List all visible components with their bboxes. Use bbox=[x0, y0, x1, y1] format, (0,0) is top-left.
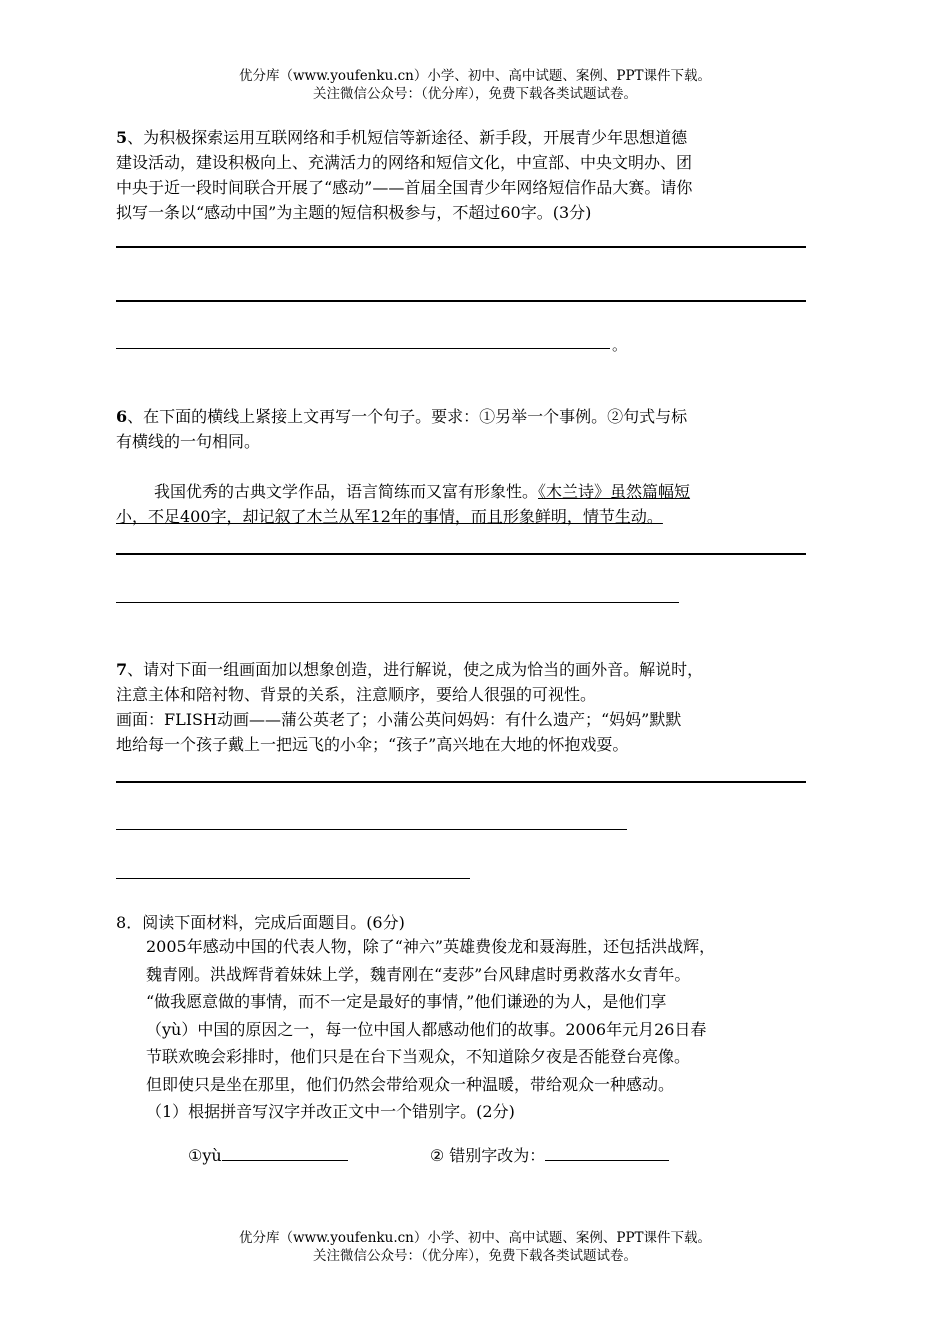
question-5 bbox=[116, 125, 816, 225]
q5-end-mark: 。 bbox=[612, 336, 628, 354]
q5-line-1: 5、为积极探索运用互联网络和手机短信等新途径、新手段，开展青少年思想道德 bbox=[116, 128, 688, 147]
q5-answer-line-2[interactable] bbox=[116, 300, 806, 302]
q8-answer-1-blank[interactable] bbox=[222, 1142, 348, 1161]
q5-answer-line-3[interactable] bbox=[116, 348, 610, 349]
q5-answer-line-1[interactable] bbox=[116, 246, 806, 248]
q8-sub-question-1: （1）根据拼音写汉字并改正文中一个错别字。(2分) bbox=[146, 1102, 515, 1121]
q5-line-3: 中央于近一段时间联合开展了“感动”——首届全国青少年网络短信作品大赛。请你 bbox=[116, 178, 693, 197]
q6-passage-line-2 bbox=[116, 504, 816, 529]
q8-answer-2-label: ② 错别字改为： bbox=[429, 1146, 546, 1165]
q6-underlined-sentence-a: 《木兰诗》虽然篇幅短 bbox=[538, 482, 691, 501]
q7-line-3: 画面：FLISH动画——蒲公英老了；小蒲公英问妈妈：有什么遗产；“妈妈”默默 bbox=[116, 710, 682, 729]
q6-answer-line-2[interactable] bbox=[116, 602, 679, 603]
question-7 bbox=[116, 657, 816, 757]
q7-answer-line-1[interactable] bbox=[116, 781, 806, 783]
q7-line-4: 地给每一个孩子戴上一把远飞的小伞；“孩子”高兴地在大地的怀抱戏耍。 bbox=[116, 735, 629, 754]
q6-passage bbox=[116, 479, 816, 529]
q6-underlined-sentence-b: 小，不足400字，却记叙了木兰从军12年的事情，而且形象鲜明，情节生动。 bbox=[116, 507, 663, 526]
q8-answers bbox=[188, 1142, 878, 1170]
q8-number: 8 bbox=[116, 913, 127, 932]
q8-line-5: 节联欢晚会彩排时，他们只是在台下当观众，不知道除夕夜是否能登台亮像。 bbox=[146, 1047, 691, 1066]
q7-line-1: 7、请对下面一组画面加以想象创造，进行解说，使之成为恰当的画外音。解说时， bbox=[116, 660, 704, 679]
q7-number: 7 bbox=[116, 660, 128, 679]
q8-passage bbox=[146, 933, 836, 1126]
q6-answer-line-1[interactable] bbox=[116, 553, 806, 555]
header-line-1: 优分库（www.youfenku.cn）小学、初中、高中试题、案例、PPT课件下载。 bbox=[238, 68, 712, 84]
q5-number: 5 bbox=[116, 128, 128, 147]
q7-answer-line-3[interactable] bbox=[116, 878, 470, 879]
q6-line-2: 有横线的一句相同。 bbox=[116, 432, 261, 451]
q6-passage-line-1: 我国优秀的古典文学作品，语言简练而又富有形象性。《木兰诗》虽然篇幅短 bbox=[154, 482, 691, 501]
q8-answer-2-blank[interactable] bbox=[545, 1142, 669, 1161]
q6-line-1: 6、在下面的横线上紧接上文再写一个句子。要求：①另举一个事例。②句式与标 bbox=[116, 407, 688, 426]
q8-answer-1-label: ①yù bbox=[188, 1146, 222, 1165]
q7-answer-line-2[interactable] bbox=[116, 829, 627, 830]
q5-line-4: 拟写一条以“感动中国”为主题的短信积极参与，不超过60字。(3分) bbox=[116, 203, 592, 222]
q8-line-4: （yù）中国的原因之一，每一位中国人都感动他们的故事。2006年元月26日春 bbox=[146, 1019, 707, 1039]
q8-line-1: 2005年感动中国的代表人物，除了“神六”英雄费俊龙和聂海胜，还包括洪战辉， bbox=[146, 937, 716, 956]
footer-line-2: 关注微信公众号：（优分库），免费下载各类试题试卷。 bbox=[313, 1248, 637, 1264]
q8-line-3: “做我愿意做的事情，而不一定是最好的事情，”他们谦逊的为人，是他们享 bbox=[146, 992, 667, 1011]
header-line-2: 关注微信公众号：（优分库），免费下载各类试题试卷。 bbox=[313, 86, 637, 102]
footer-line-1: 优分库（www.youfenku.cn）小学、初中、高中试题、案例、PPT课件下载。 bbox=[238, 1230, 712, 1246]
q5-line-2: 建设活动，建设积极向上、充满活力的网络和短信文化，中宣部、中央文明办、团 bbox=[116, 153, 693, 172]
page-footer bbox=[0, 1229, 950, 1265]
q8-line-6: 但即使只是坐在那里，他们仍然会带给观众一种温暖，带给观众一种感动。 bbox=[146, 1074, 675, 1094]
q8-line-2: 魏青刚。洪战辉背着妹妹上学，魏青刚在“麦莎”台风肆虐时勇救落水女青年。 bbox=[146, 964, 691, 984]
question-6 bbox=[116, 404, 816, 454]
question-8-intro: 8．阅读下面材料，完成后面题目。(6分) bbox=[116, 913, 405, 932]
q7-line-2: 注意主体和陪衬物、背景的关系，注意顺序，要给人很强的可视性。 bbox=[116, 685, 597, 704]
q6-number: 6 bbox=[116, 407, 128, 426]
page-header bbox=[0, 67, 950, 103]
